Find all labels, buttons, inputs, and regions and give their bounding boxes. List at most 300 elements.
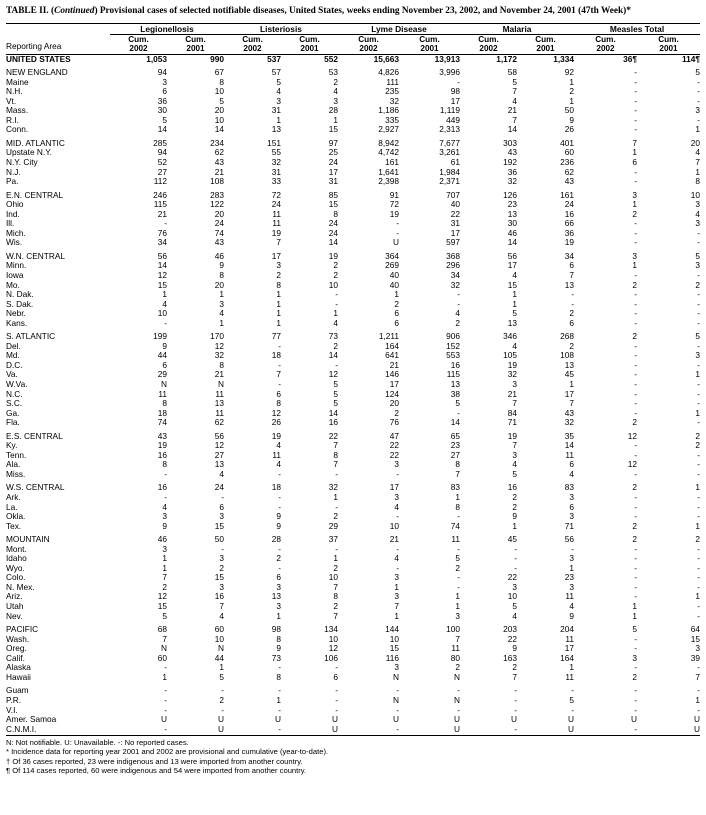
row-value: 7 xyxy=(695,671,700,682)
row-value: - xyxy=(278,359,281,370)
row-value: 28 xyxy=(328,105,338,116)
row-value: 40 xyxy=(389,269,399,280)
row-value: 199 xyxy=(153,331,167,342)
row-area-label: La. xyxy=(6,501,18,512)
row-value: 94 xyxy=(157,67,167,78)
row-value: 22 xyxy=(450,208,460,219)
row-value: 14 xyxy=(157,124,167,135)
row-value: - xyxy=(634,176,637,187)
row-value: 1 xyxy=(632,147,637,158)
row-value: 152 xyxy=(446,340,460,351)
row-value: 3 xyxy=(394,591,399,602)
row-value: 2 xyxy=(394,298,399,309)
row-value: 17 xyxy=(328,166,338,177)
row-value: 8 xyxy=(333,591,338,602)
row-value: 4 xyxy=(219,468,224,479)
row-value: 7 xyxy=(569,269,574,280)
row-value: 21 xyxy=(214,369,224,380)
row-value: 1 xyxy=(569,662,574,673)
row-value: 8 xyxy=(219,359,224,370)
table-row xyxy=(6,644,700,654)
row-value: 3 xyxy=(276,95,281,106)
row-value: 4 xyxy=(512,340,517,351)
table-row xyxy=(6,522,700,532)
row-value: 335 xyxy=(385,114,399,125)
row-value: 44 xyxy=(157,350,167,361)
table-row xyxy=(6,535,700,545)
row-value: 10 xyxy=(690,189,700,200)
row-value: 60 xyxy=(214,624,224,635)
row-value: 296 xyxy=(446,260,460,271)
row-value: 32 xyxy=(564,417,574,428)
table-row xyxy=(6,686,700,696)
row-value: 4 xyxy=(333,86,338,97)
table-row xyxy=(6,451,700,461)
row-value: 164 xyxy=(560,652,574,663)
row-value: 13 xyxy=(507,317,517,328)
row-value: 19 xyxy=(389,208,399,219)
row-value: 170 xyxy=(210,331,224,342)
table-row xyxy=(6,654,700,664)
row-value: 2 xyxy=(333,562,338,573)
table-row xyxy=(6,229,700,239)
row-value: 3 xyxy=(455,610,460,621)
row-value: - xyxy=(697,501,700,512)
row-value: 98 xyxy=(271,624,281,635)
row-value: 12 xyxy=(157,591,167,602)
row-value: 1,053 xyxy=(146,53,167,64)
row-value: 17 xyxy=(507,260,517,271)
table-row xyxy=(6,696,700,706)
row-value: 23 xyxy=(507,199,517,210)
row-value: 11 xyxy=(215,407,224,418)
row-value: 4 xyxy=(219,610,224,621)
row-value: 4 xyxy=(276,459,281,470)
row-value: 2 xyxy=(695,430,700,441)
row-value: 9 xyxy=(569,114,574,125)
row-value: - xyxy=(634,562,637,573)
row-value: 21 xyxy=(389,534,399,545)
row-value: 5 xyxy=(219,95,224,106)
row-value: 2 xyxy=(333,269,338,280)
row-value: 36 xyxy=(507,166,517,177)
row-value: 15 xyxy=(507,279,517,290)
table-row xyxy=(6,191,700,201)
row-value: 91 xyxy=(389,189,399,200)
row-value: 19 xyxy=(507,359,517,370)
row-value: U xyxy=(694,714,700,725)
row-value: 32 xyxy=(389,95,399,106)
row-area-label: Va. xyxy=(6,369,18,380)
row-value: 4 xyxy=(512,95,517,106)
table-row xyxy=(6,663,700,673)
row-value: 12 xyxy=(214,440,224,451)
row-value: - xyxy=(396,543,399,554)
row-area-label: MOUNTAIN xyxy=(6,534,50,545)
row-value: 2 xyxy=(632,534,637,545)
row-area-label: Vt. xyxy=(6,95,17,106)
row-value: 71 xyxy=(507,417,517,428)
row-value: - xyxy=(634,723,637,734)
table-row xyxy=(6,512,700,522)
header-listeriosis-2002: Cum. 2002 xyxy=(242,34,263,53)
row-value: 2 xyxy=(333,260,338,271)
row-value: 83 xyxy=(564,482,574,493)
row-value: - xyxy=(335,289,338,300)
row-value: 44 xyxy=(214,652,224,663)
row-value: 55 xyxy=(271,147,281,158)
row-value: 26 xyxy=(564,124,574,135)
row-value: 6 xyxy=(276,572,281,583)
row-value: 24 xyxy=(271,199,281,210)
row-value: 11 xyxy=(565,449,574,460)
row-value: 36 xyxy=(564,227,574,238)
table-row xyxy=(6,625,700,635)
row-value: - xyxy=(457,511,460,522)
row-value: 18 xyxy=(271,482,281,493)
row-value: 6 xyxy=(162,359,167,370)
row-value: 8 xyxy=(276,633,281,644)
row-value: 5 xyxy=(512,308,517,319)
row-value: 14 xyxy=(328,237,338,248)
table-row xyxy=(6,54,700,64)
title-prefix: TABLE II. ( xyxy=(6,6,55,16)
row-value: 163 xyxy=(503,652,517,663)
row-value: 4 xyxy=(276,440,281,451)
row-value: 21 xyxy=(157,208,167,219)
row-value: 7 xyxy=(333,581,338,592)
row-value: 115 xyxy=(446,369,460,380)
row-value: 1 xyxy=(455,591,460,602)
row-value: 3 xyxy=(695,643,700,654)
row-area-label: P.R. xyxy=(6,694,22,705)
row-value: 46 xyxy=(157,534,167,545)
row-value: - xyxy=(634,685,637,696)
row-value: - xyxy=(634,398,637,409)
row-value: - xyxy=(697,388,700,399)
footnote-3: ¶ Of 114 cases reported, 60 were indigenous and 54 were imported from another country. xyxy=(6,765,307,775)
row-value: 5 xyxy=(512,601,517,612)
row-value: 7 xyxy=(512,86,517,97)
row-area-label: Wyo. xyxy=(6,562,25,573)
row-value: 32 xyxy=(328,482,338,493)
row-value: 43 xyxy=(214,237,224,248)
row-value: 53 xyxy=(328,67,338,78)
row-value: 112 xyxy=(153,176,167,187)
row-value: 1 xyxy=(276,317,281,328)
row-value: 2 xyxy=(219,694,224,705)
row-area-label: NEW ENGLAND xyxy=(6,67,68,78)
row-value: - xyxy=(634,662,637,673)
row-value: - xyxy=(278,468,281,479)
row-value: 6 xyxy=(276,388,281,399)
row-value: 35 xyxy=(564,430,574,441)
row-value: 21 xyxy=(507,105,517,116)
row-value: - xyxy=(457,581,460,592)
row-value: 22 xyxy=(389,440,399,451)
row-value: 33 xyxy=(271,176,281,187)
row-value: 1 xyxy=(455,601,460,612)
row-area-label: Conn. xyxy=(6,124,29,135)
row-value: - xyxy=(697,298,700,309)
row-value: 31 xyxy=(328,176,338,187)
row-value: 13 xyxy=(214,398,224,409)
table-row xyxy=(6,602,700,612)
row-value: - xyxy=(634,553,637,564)
table-body xyxy=(6,54,700,734)
row-value: 2 xyxy=(276,269,281,280)
row-value: 552 xyxy=(324,53,338,64)
row-value: N xyxy=(393,671,399,682)
row-value: 17 xyxy=(450,95,460,106)
table-row xyxy=(6,271,700,281)
row-value: - xyxy=(221,685,224,696)
row-value: - xyxy=(634,67,637,78)
row-value: 2 xyxy=(333,511,338,522)
row-value: 1 xyxy=(276,694,281,705)
row-value: U xyxy=(332,723,338,734)
row-value: 8 xyxy=(455,501,460,512)
table-row xyxy=(6,116,700,126)
row-value: 161 xyxy=(385,156,399,167)
row-area-label: Fla. xyxy=(6,417,20,428)
row-value: 2 xyxy=(632,671,637,682)
row-value: - xyxy=(697,511,700,522)
row-value: 1 xyxy=(632,610,637,621)
row-value: 11 xyxy=(565,633,574,644)
row-value: 597 xyxy=(446,237,460,248)
row-value: - xyxy=(634,572,637,583)
row-area-label: N.C. xyxy=(6,388,23,399)
row-value: 11 xyxy=(272,208,281,219)
row-value: 9 xyxy=(569,610,574,621)
row-value: - xyxy=(335,298,338,309)
table-row xyxy=(6,300,700,310)
row-value: 7 xyxy=(219,601,224,612)
row-value: 7 xyxy=(695,156,700,167)
row-value: 9 xyxy=(276,643,281,654)
table-row xyxy=(6,281,700,291)
row-value: 65 xyxy=(450,430,460,441)
row-value: - xyxy=(697,572,700,583)
table-row xyxy=(6,168,700,178)
row-area-label: E.S. CENTRAL xyxy=(6,430,63,441)
table-row xyxy=(6,673,700,683)
row-value: 8 xyxy=(219,269,224,280)
row-value: 1 xyxy=(512,289,517,300)
table-row xyxy=(6,219,700,229)
row-value: - xyxy=(278,685,281,696)
row-value: - xyxy=(335,685,338,696)
row-value: - xyxy=(514,694,517,705)
header-group-measles: Measles Total xyxy=(574,23,700,34)
row-value: - xyxy=(697,308,700,319)
row-value: 1 xyxy=(333,308,338,319)
row-value: - xyxy=(396,218,399,229)
row-value: 368 xyxy=(446,250,460,261)
row-value: 17 xyxy=(389,379,399,389)
row-value: 15 xyxy=(328,199,338,210)
row-value: - xyxy=(278,340,281,351)
row-value: 97 xyxy=(328,137,338,148)
row-value: 32 xyxy=(214,350,224,361)
table-row xyxy=(6,106,700,116)
row-value: - xyxy=(697,459,700,470)
row-value: 3 xyxy=(512,581,517,592)
row-value: 17 xyxy=(389,482,399,493)
table-row xyxy=(6,483,700,493)
row-area-label: Ariz. xyxy=(6,591,23,602)
row-value: 74 xyxy=(450,520,460,531)
row-value: 3 xyxy=(512,449,517,460)
row-area-label: Ky. xyxy=(6,440,18,451)
row-value: 32 xyxy=(450,279,460,290)
row-value: - xyxy=(697,601,700,612)
row-value: 8 xyxy=(276,279,281,290)
row-value: N xyxy=(454,671,460,682)
row-value: 40 xyxy=(450,199,460,210)
row-value: 14 xyxy=(507,124,517,135)
header-legionellosis-2001: Cum. 2001 xyxy=(185,34,206,53)
row-value: 3 xyxy=(162,76,167,87)
row-value: 6 xyxy=(333,671,338,682)
row-value: 3 xyxy=(219,553,224,564)
row-area-label: Ohio xyxy=(6,199,24,210)
row-value: 8 xyxy=(276,671,281,682)
table-row xyxy=(6,635,700,645)
row-value: 2 xyxy=(512,501,517,512)
title-suffix: ) Provisional cases of selected notifiable diseases, United States, weeks ending November 23, 2002, and November 24, 2001 (47th Week)* xyxy=(94,6,631,16)
row-value: 115 xyxy=(153,199,167,210)
row-value: 8 xyxy=(333,208,338,219)
row-value: 21 xyxy=(214,166,224,177)
row-value: 1 xyxy=(394,581,399,592)
row-value: - xyxy=(335,501,338,512)
row-value: 246 xyxy=(153,189,167,200)
row-value: 106 xyxy=(324,652,338,663)
row-value: - xyxy=(278,723,281,734)
row-value: 13 xyxy=(214,459,224,470)
header-group-listeriosis: Listeriosis xyxy=(224,23,338,34)
row-value: - xyxy=(634,407,637,418)
row-value: 21 xyxy=(389,359,399,370)
row-value: 20 xyxy=(389,398,399,409)
row-value: 5 xyxy=(695,67,700,78)
row-area-label: Utah xyxy=(6,601,24,612)
row-value: - xyxy=(697,76,700,87)
row-value: 29 xyxy=(328,520,338,531)
row-value: 5 xyxy=(512,76,517,87)
row-value: 3 xyxy=(569,492,574,503)
row-value: 2 xyxy=(632,417,637,428)
row-value: U xyxy=(332,714,338,725)
row-value: 3 xyxy=(394,492,399,503)
row-value: 161 xyxy=(560,189,574,200)
row-area-label: Alaska xyxy=(6,662,31,673)
row-value: 19 xyxy=(328,250,338,261)
row-value: 12 xyxy=(627,430,637,441)
table-row xyxy=(6,68,700,78)
row-value: 4,742 xyxy=(378,147,399,158)
row-value: 4 xyxy=(276,86,281,97)
row-value: 7 xyxy=(512,398,517,409)
row-value: 144 xyxy=(385,624,399,635)
row-value: 3 xyxy=(276,260,281,271)
row-value: 19 xyxy=(507,430,517,441)
row-value: 7 xyxy=(162,572,167,583)
row-value: 1 xyxy=(276,308,281,319)
row-value: - xyxy=(164,704,167,715)
row-value: 1 xyxy=(695,407,700,418)
row-area-label: Mich. xyxy=(6,227,26,238)
header-measles-2001: Cum. 2001 xyxy=(658,34,679,53)
row-value: 30 xyxy=(157,105,167,116)
row-value: 1 xyxy=(695,694,700,705)
row-area-label: W.Va. xyxy=(6,379,28,389)
row-value: - xyxy=(697,340,700,351)
row-value: - xyxy=(634,694,637,705)
row-value: 29 xyxy=(157,369,167,380)
row-value: 12 xyxy=(328,369,338,380)
row-value: 641 xyxy=(385,350,399,361)
row-value: 2 xyxy=(632,331,637,342)
row-value: - xyxy=(164,685,167,696)
row-area-label: N. Dak. xyxy=(6,289,34,300)
table-row xyxy=(6,470,700,480)
row-value: 134 xyxy=(324,624,338,635)
row-value: 6 xyxy=(632,156,637,167)
row-value: 22 xyxy=(507,633,517,644)
row-value: 192 xyxy=(503,156,517,167)
row-value: 151 xyxy=(267,137,281,148)
row-value: 40 xyxy=(389,279,399,290)
row-value: 15 xyxy=(157,601,167,612)
row-value: 11 xyxy=(451,534,460,545)
row-value: 19 xyxy=(271,227,281,238)
row-value: N xyxy=(218,379,224,389)
row-area-label: R.I. xyxy=(6,114,19,125)
table-row xyxy=(6,87,700,97)
row-value: 3 xyxy=(695,350,700,361)
row-value: - xyxy=(514,723,517,734)
row-value: - xyxy=(221,543,224,554)
row-value: - xyxy=(697,704,700,715)
row-value: 5 xyxy=(512,468,517,479)
row-value: 6 xyxy=(219,501,224,512)
header-group-legionellosis: Legionellosis xyxy=(110,23,224,34)
row-value: 1 xyxy=(162,671,167,682)
row-value: 116 xyxy=(385,652,399,663)
row-value: 24 xyxy=(214,218,224,229)
row-value: 1,119 xyxy=(439,105,460,116)
row-value: - xyxy=(335,662,338,673)
row-value: 283 xyxy=(210,189,224,200)
row-value: 5 xyxy=(219,671,224,682)
row-value: 22 xyxy=(389,449,399,460)
row-area-label: Calif. xyxy=(6,652,25,663)
row-value: 2 xyxy=(569,86,574,97)
row-value: 3 xyxy=(394,459,399,470)
row-value: 57 xyxy=(271,67,281,78)
row-value: 98 xyxy=(450,86,460,97)
table-row xyxy=(6,78,700,88)
header-listeriosis-2001: Cum. 2001 xyxy=(299,34,320,53)
row-value: U xyxy=(568,723,574,734)
row-value: 15 xyxy=(214,572,224,583)
row-value: 7 xyxy=(512,440,517,451)
row-value: 7 xyxy=(276,237,281,248)
row-value: 56 xyxy=(157,250,167,261)
